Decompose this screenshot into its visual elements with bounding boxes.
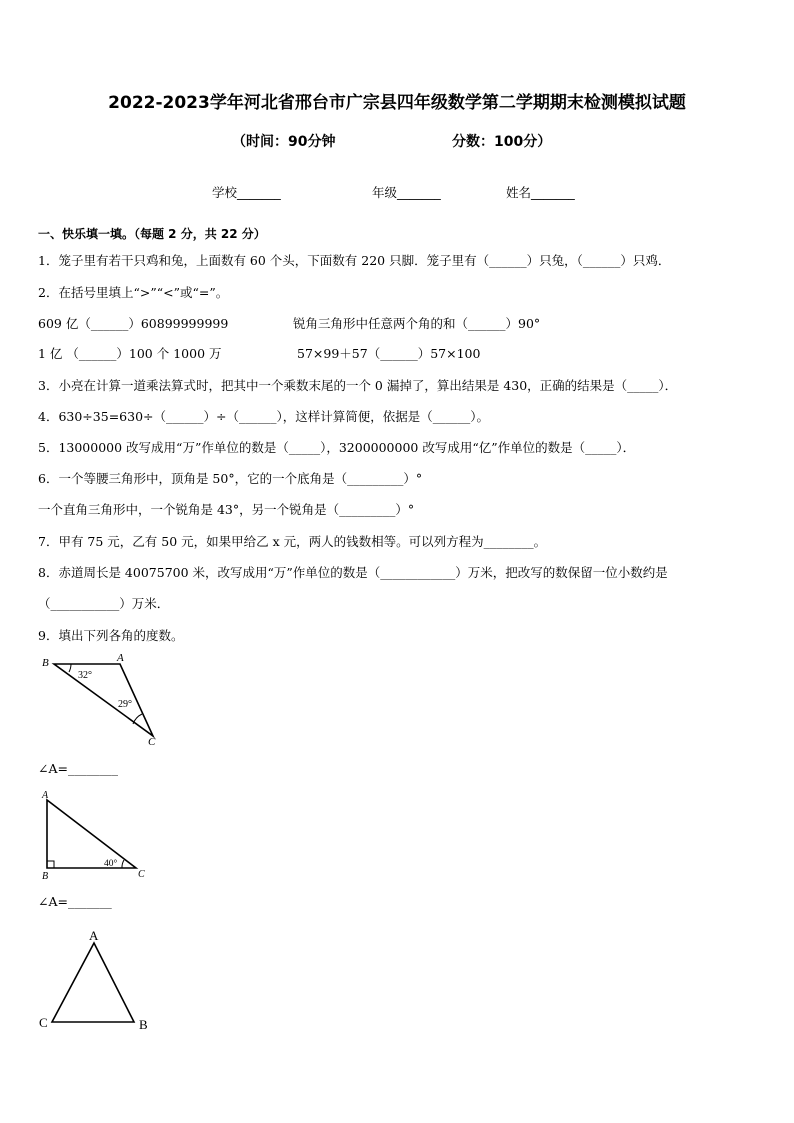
name-field: 姓名_______	[506, 185, 575, 200]
question-2a: 609 亿（______）60899999999	[38, 316, 229, 331]
vertex-c-label-3: C	[39, 1015, 48, 1030]
angle-b-value: 32°	[78, 670, 92, 681]
triangle-figure-2	[38, 788, 158, 882]
question-9: 9．填出下列各角的度数。	[38, 628, 184, 643]
answer-1: ∠A=________	[38, 761, 118, 776]
triangle-2-outline	[47, 800, 136, 868]
question-2d: 57×99＋57（______）57×100	[297, 346, 481, 361]
question-6b: 一个直角三角形中，一个锐角是 43°，另一个锐角是（_________）°	[38, 502, 415, 517]
question-7: 7．甲有 75 元，乙有 50 元，如果甲给乙 x 元，两人的钱数相等。可以列方程为________。	[38, 534, 547, 549]
answer-2: ∠A=_______	[38, 894, 112, 909]
question-6a: 6．一个等腰三角形中，顶角是 50°，它的一个底角是（_________）°	[38, 471, 423, 486]
question-8b: （___________）万米．	[38, 596, 170, 611]
triangle-figure-3	[36, 926, 156, 1034]
triangle-1-outline	[54, 664, 153, 736]
question-3: 3．小亮在计算一道乘法算式时，把其中一个乘数末尾的一个 0 漏掉了，算出结果是 430，正确的结果是（_____）．	[38, 378, 678, 393]
triangle-figure-1	[38, 652, 168, 748]
grade-field: 年级_______	[372, 185, 441, 200]
vertex-c-label: C	[148, 736, 156, 748]
school-field: 学校_______	[212, 185, 281, 200]
angle-c-value-2: 40°	[104, 859, 118, 869]
exam-time: （时间：90分钟	[232, 134, 336, 150]
vertex-b-label-2: B	[42, 871, 49, 882]
question-4: 4．630÷35=630÷（______）÷（______），这样计算简便，依据是（______）。	[38, 409, 489, 424]
question-2b: 锐角三角形中任意两个角的和（______）90°	[293, 316, 541, 331]
angle-c-arc-2	[122, 860, 124, 868]
question-2c: 1 亿 （______）100 个 1000 万	[38, 346, 222, 361]
vertex-c-label-2: C	[138, 869, 145, 880]
page-title: 2022-2023学年河北省邢台市广宗县四年级数学第二学期期末检测模拟试题	[108, 93, 686, 113]
question-2: 2．在括号里填上“>”“<”或“=”。	[38, 285, 229, 300]
right-angle-mark	[47, 861, 54, 868]
section-heading: 一、快乐填一填。（每题 2 分，共 22 分）	[38, 227, 266, 241]
angle-b-arc	[69, 664, 71, 672]
vertex-b-label-3: B	[139, 1017, 148, 1032]
angle-c-value: 29°	[118, 699, 132, 710]
question-5: 5．13000000 改写成用“万”作单位的数是（_____），3200000000 改写成用“亿”作单位的数是（_____）．	[38, 440, 636, 455]
vertex-a-label-3: A	[89, 928, 99, 943]
vertex-b-label: B	[42, 657, 49, 669]
triangle-3-outline	[52, 943, 134, 1022]
vertex-a-label-2: A	[42, 790, 49, 801]
question-8a: 8．赤道周长是 40075700 米，改写成用“万”作单位的数是（____________）万米，把改写的数保留一位小数约是	[38, 565, 668, 580]
vertex-a-label: A	[117, 652, 124, 664]
exam-score: 分数：100分）	[452, 134, 552, 150]
question-1: 1．笼子里有若干只鸡和兔，上面数有 60 个头，下面数有 220 只脚．笼子里有（______）只兔，（______）只鸡．	[38, 253, 671, 268]
